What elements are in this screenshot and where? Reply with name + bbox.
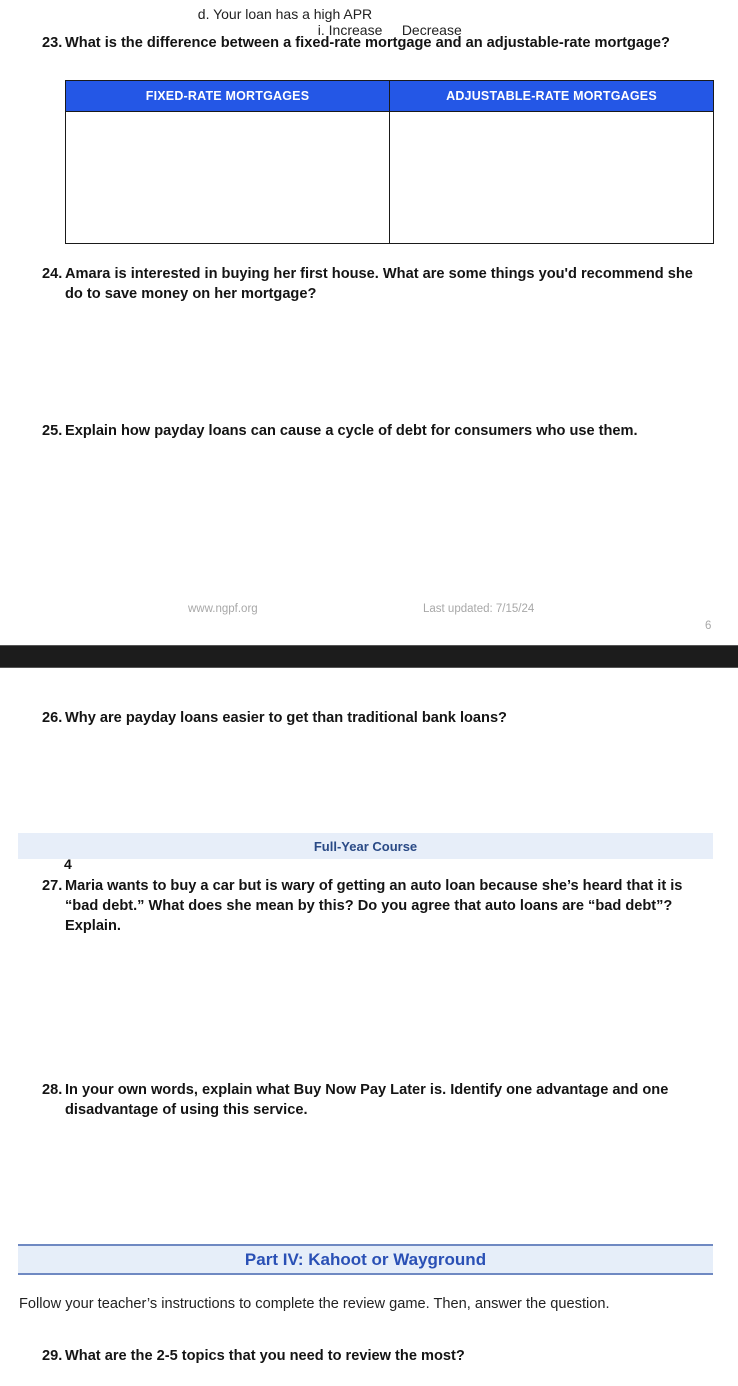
question-number: 25. bbox=[42, 423, 63, 439]
cutoff-left-text: d. Your loan has a high APR bbox=[197, 6, 373, 22]
mortgage-comparison-table bbox=[65, 80, 714, 244]
question-27 bbox=[42, 876, 714, 936]
question-number: 29. bbox=[42, 1348, 63, 1364]
table-row bbox=[66, 112, 714, 244]
question-text: Amara is interested in buying her first house. What are some things you'd recommend she do to save money on her mortgage? bbox=[65, 266, 693, 302]
question-29 bbox=[42, 1346, 714, 1366]
question-number: 27. bbox=[42, 878, 63, 894]
question-number: 28. bbox=[42, 1082, 63, 1098]
question-23 bbox=[42, 33, 714, 53]
adjustable-rate-answer-cell[interactable] bbox=[390, 112, 714, 244]
question-text: What are the 2-5 topics that you need to review the most? bbox=[65, 1348, 465, 1364]
part-iv-title: Part IV: Kahoot or Wayground bbox=[244, 1249, 487, 1269]
course-header-banner bbox=[18, 833, 713, 859]
question-text: What is the difference between a fixed-rate mortgage and an adjustable-rate mortgage? bbox=[65, 35, 670, 51]
question-text: Explain how payday loans can cause a cycle of debt for consumers who use them. bbox=[65, 423, 638, 439]
question-28 bbox=[42, 1080, 714, 1120]
question-number: 24. bbox=[42, 266, 63, 282]
question-24 bbox=[42, 264, 714, 304]
page-break-divider bbox=[0, 645, 738, 668]
footer-last-updated: Last updated: 7/15/24 bbox=[423, 603, 535, 615]
question-number: 26. bbox=[42, 710, 63, 726]
fixed-rate-answer-cell[interactable] bbox=[66, 112, 390, 244]
question-text: Maria wants to buy a car but is wary of getting an auto loan because she’s heard that it is “bad debt.” What does she mean by this? Do you agree that auto loans are “bad debt”? Explain. bbox=[65, 878, 683, 934]
table-header-adjustable-rate: ADJUSTABLE-RATE MORTGAGES bbox=[390, 81, 714, 112]
table-header-fixed-rate: FIXED-RATE MORTGAGES bbox=[66, 81, 390, 112]
question-number: 23. bbox=[42, 35, 63, 51]
part-iv-section-banner bbox=[18, 1244, 713, 1275]
question-26 bbox=[42, 708, 714, 728]
footer-website: www.ngpf.org bbox=[188, 603, 258, 615]
review-game-instructions: Follow your teacher’s instructions to complete the review game. Then, answer the question. bbox=[19, 1296, 610, 1312]
question-text: In your own words, explain what Buy Now Pay Later is. Identify one advantage and one disadvantage of using this service. bbox=[65, 1082, 669, 1118]
course-label: Full-Year Course bbox=[313, 838, 418, 854]
question-25 bbox=[42, 421, 714, 441]
question-text: Why are payday loans easier to get than traditional bank loans? bbox=[65, 710, 507, 726]
page-number: 6 bbox=[705, 620, 712, 632]
unit-number: 4 bbox=[64, 856, 72, 872]
cutoff-options: i. Increase Decrease bbox=[317, 22, 462, 38]
